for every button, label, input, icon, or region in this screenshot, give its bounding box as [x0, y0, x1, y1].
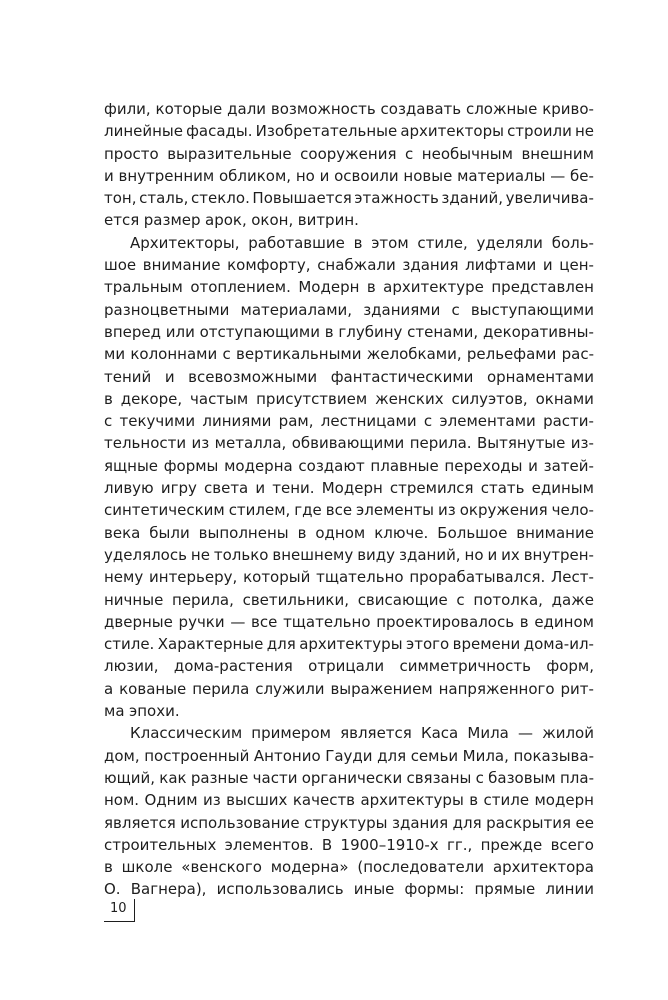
body-text — [104, 98, 594, 901]
text-line: просто выразительные сооружения с необычным внешним — [104, 144, 594, 163]
text-line: ется размер арок, окон, витрин. — [104, 211, 359, 230]
text-line: стиле. Характерные для архитектуры этого времени дома-ил- — [104, 635, 594, 654]
text-line: ющий, как разные части органически связаны с базовым пла- — [104, 768, 594, 787]
text-line: ливую игру света и тени. Модерн стремился стать единым — [104, 479, 594, 498]
text-line: ничные перила, светильники, свисающие с потолка, даже — [104, 590, 594, 609]
text-line: тон, сталь, стекло. Повышается этажность зданий, увеличива- — [104, 189, 594, 208]
text-line: ми колоннами с вертикальными желобками, рельефами рас- — [104, 345, 594, 364]
text-line: ящные формы модерна создают плавные переходы и затей- — [104, 456, 594, 475]
text-line: ном. Одним из высших качеств архитектуры в стиле модерн — [104, 791, 594, 810]
text-line: уделялось не только внешнему виду зданий, но и их внутрен- — [104, 545, 594, 564]
text-line: ма эпохи. — [104, 702, 180, 721]
page-footer — [104, 899, 136, 923]
page-number-rule-horizontal — [104, 921, 135, 922]
text-line: люзии, дома-растения отрицали симметричность форм, — [104, 657, 594, 676]
page-number-rule-vertical — [134, 899, 135, 922]
text-line: шое внимание комфорту, снабжали здания лифтами и цен- — [104, 256, 594, 275]
text-line: О. Вагнера), использовались иные формы: прямые линии — [104, 880, 594, 899]
text-line: дом, построенный Антонио Гауди для семьи Мила, показыва- — [104, 746, 594, 765]
text-line: вперед или отступающими в глубину стенами, декоративны- — [104, 322, 594, 341]
text-line: Классическим примером является Каса Мила — жилой — [130, 724, 594, 743]
text-line: фили, которые дали возможность создавать сложные криво- — [104, 100, 594, 118]
text-line: в декоре, частым присутствием женских силуэтов, окнами — [104, 389, 594, 408]
text-line: Архитекторы, работавшие в этом стиле, уделяли боль- — [130, 233, 594, 252]
text-line: дверные ручки — все тщательно проектировалось в едином — [104, 612, 594, 631]
text-line: строительных элементов. В 1900–1910-х гг., прежде всего — [104, 835, 594, 854]
text-line: нему интерьеру, который тщательно прорабатывался. Лест- — [104, 568, 594, 587]
text-line: с текучими линиями рам, лестницами с элементами расти- — [104, 412, 594, 431]
text-line: разноцветными материалами, зданиями с выступающими — [104, 300, 594, 319]
text-line: а кованые перила служили выражением напряженного рит- — [104, 679, 594, 698]
text-line: века были выполнены в одном ключе. Большое внимание — [104, 523, 594, 542]
text-line: тений и всевозможными фантастическими орнаментами — [104, 367, 594, 386]
text-line: тральным отоплением. Модерн в архитектуре представлен — [104, 278, 594, 297]
text-line: и внутренним обликом, но и освоили новые материалы — бе- — [104, 166, 594, 185]
text-line: в школе «венского модерна» (последователи архитектора — [104, 858, 594, 877]
text-line: синтетическим стилем, где все элементы из окружения чело- — [104, 501, 594, 520]
text-line: является использование структуры здания для раскрытия ее — [104, 813, 594, 832]
page-number: 10 — [110, 901, 127, 916]
text-line: линейные фасады. Изобретательные архитекторы строили не — [104, 122, 594, 141]
text-line: тельности из металла, обвивающими перила. Вытянутые из- — [104, 434, 594, 453]
